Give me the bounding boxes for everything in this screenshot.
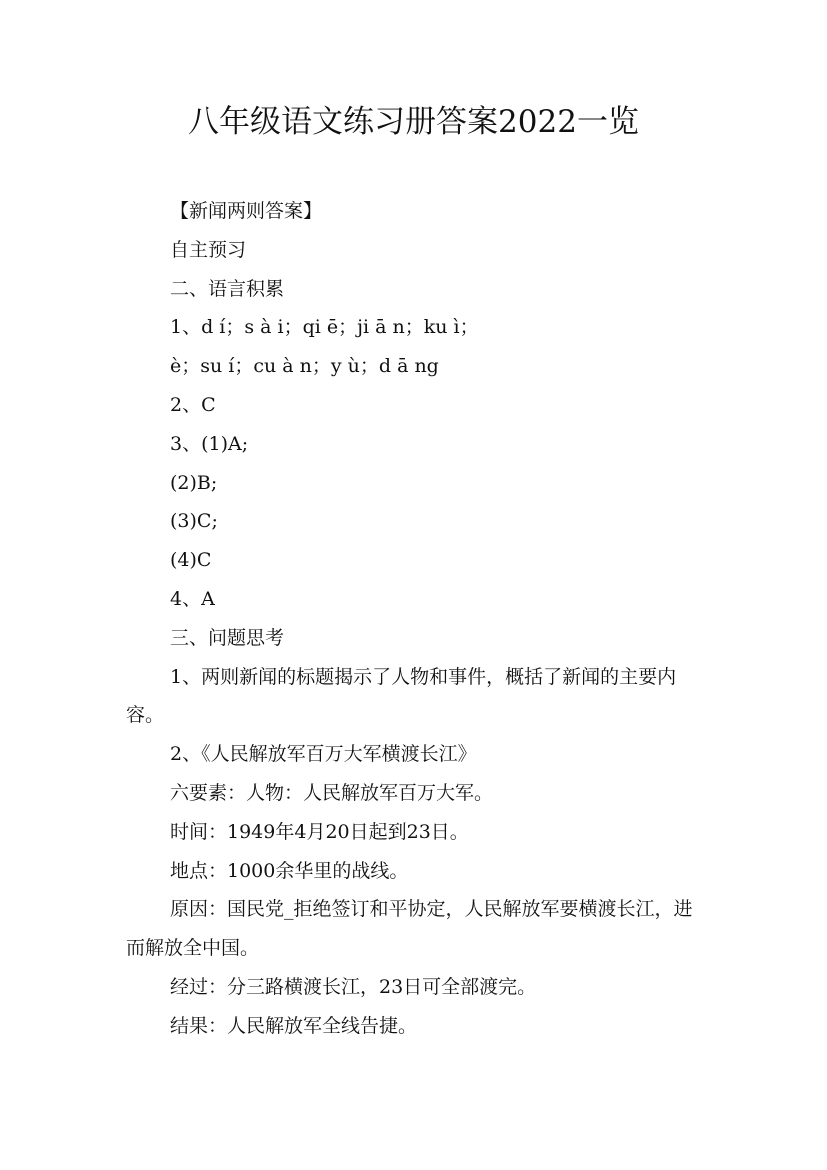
document-title: 八年级语文练习册答案2022一览 [188,104,639,140]
subheading-self-preview: 自主预习 [170,238,247,261]
subheading-language-accumulation: 二、语言积累 [170,277,285,300]
answer-line: (4)C [170,549,212,572]
answer-paragraph: 2、《人民解放军百万大军横渡长江》 [170,743,477,766]
document-body [126,192,710,1046]
section-heading-news-answers: 【新闻两则答案】 [170,200,323,222]
answer-paragraph: 地点：1000余华里的战线。 [170,859,409,882]
answer-paragraph: 经过：分三路横渡长江，23日可全部渡完。 [170,975,537,998]
answer-line: 4、A [170,587,215,610]
answer-line: (2)B; [170,471,218,494]
answer-line: è；su í；cu à n；y ù；d ā ng [170,355,439,378]
answer-paragraph: 结果：人民解放军全线告捷。 [170,1014,418,1037]
answer-line: 3、(1)A; [170,432,249,455]
answer-line: 1、d í；s à i；qi ē；ji ā n；ku ì； [170,316,479,339]
answer-paragraph: 原因：国民党_拒绝签订和平协定，人民解放军要横渡长江，进而解放全中国。 [126,898,693,960]
answer-paragraph: 六要素：人物：人民解放军百万大军。 [170,781,494,804]
answer-paragraph: 1、两则新闻的标题揭示了人物和事件，概括了新闻的主要内容。 [126,665,677,727]
answer-paragraph: 时间：1949年4月20日起到23日。 [170,820,469,843]
answer-line: 2、C [170,393,216,416]
subheading-question-thinking: 三、问题思考 [170,626,285,649]
answer-line: (3)C; [170,510,218,533]
